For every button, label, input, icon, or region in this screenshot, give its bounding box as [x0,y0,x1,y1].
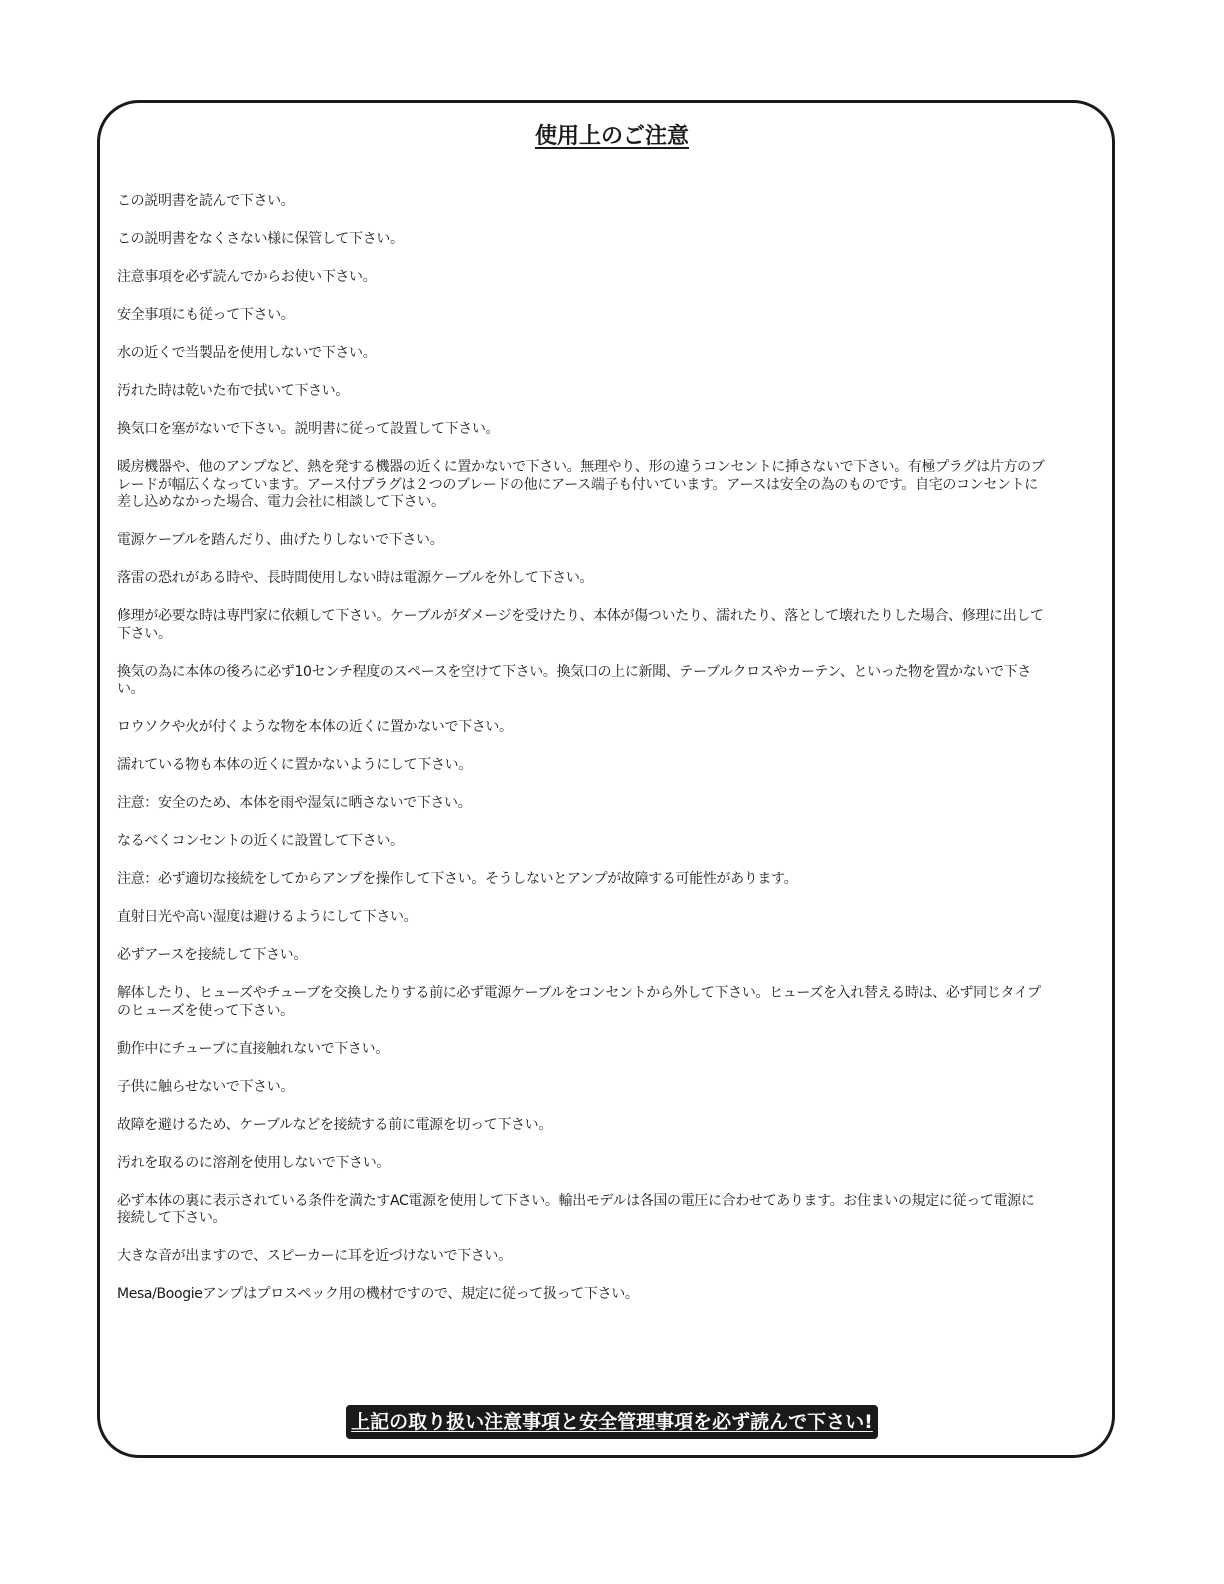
notice-item: 注意：安全のため、本体を雨や湿気に晒さないで下さい。 [117,795,472,811]
notice-item: 電源ケーブルを踏んだり、曲げたりしないで下さい。 [117,532,444,548]
notice-item: 直射日光や高い湿度は避けるようにして下さい。 [117,909,418,925]
notice-item: 水の近くで当製品を使用しないで下さい。 [117,345,377,361]
notice-item: なるべくコンセントの近くに設置して下さい。 [117,833,404,849]
notice-item: 必ずアースを接続して下さい。 [117,947,307,963]
notice-item: 安全事項にも従って下さい。 [117,307,295,323]
notice-item: 大きな音が出ますので、スピーカーに耳を近づけないで下さい。 [117,1248,512,1264]
notice-item: ロウソクや火が付くような物を本体の近くに置かないで下さい。 [117,719,513,735]
notice-item: 注意事項を必ず読んでからお使い下さい。 [117,269,377,285]
notice-item: 子供に触らせないで下さい。 [117,1078,295,1095]
notice-item: この説明書をなくさない様に保管して下さい。 [117,231,404,247]
notice-item: 注意：必ず適切な接続をしてからアンプを操作して下さい。そうしないとアンプが故障する可能性があります。 [117,871,798,887]
notice-item: 汚れを取るのに溶剤を使用しないで下さい。 [117,1154,390,1171]
notice-item: 故障を避けるため、ケーブルなどを接続する前に電源を切って下さい。 [117,1116,552,1133]
page-title-text: 使用上のご注意 [534,124,689,149]
notice-item: 汚れた時は乾いた布で拭いて下さい。 [117,383,350,399]
notice-item: 換気の為に本体の後ろに必ず10センチ程度のスペースを空けて下さい。換気口の上に新聞、テーブルクロスやカーテン、といった物を置かないで下さい。 [117,663,1031,697]
notice-item: 暖房機器や、他のアンプなど、熱を発する機器の近くに置かないで下さい。無理やり、形の違うコンセントに挿さないで下さい。有極プラグは片方のブレードが幅広くなっています。アース付プラグは２つのブレードの他にアース端子も付いています。アースは安全の為のものです。自宅のコンセントに差し込めなかった場合、電力会社に相談して下さい。 [117,459,1045,510]
notice-item: 必ず本体の裏に表示されている条件を満たすAC電源を使用して下さい。輸出モデルは各国の電圧に合わせてあります。お住まいの規定に従って電源に接続して下さい。 [117,1192,1035,1226]
notice-item: 換気口を塞がないで下さい。説明書に従って設置して下さい。 [117,421,500,437]
notice-item: 落雷の恐れがある時や、長時間使用しない時は電源ケーブルを外して下さい。 [117,570,594,586]
notice-item: 濡れている物も本体の近くに置かないようにして下さい。 [117,757,472,773]
notice-item: 動作中にチューブに直接触れないで下さい。 [117,1040,389,1057]
footer-warning-banner: 上記の取り扱い注意事項と安全管理事項を必ず読んで下さい! [346,1405,878,1439]
notice-item: 解体したり、ヒューズやチューブを交換したりする前に必ず電源ケーブルをコンセントから外して下さい。ヒューズを入れ替える時は、必ず同じタイプのヒューズを使って下さい。 [117,985,1041,1019]
safety-notice-list [117,193,1047,1324]
notice-item: Mesa/Boogieアンプはプロスペック用の機材ですので、規定に従って扱って下さい。 [117,1286,639,1302]
notice-item: 修理が必要な時は専門家に依頼して下さい。ケーブルがダメージを受けたり、本体が傷ついたり、濡れたり、落として壊れたりした場合、修理に出して下さい。 [117,608,1044,642]
page-title [0,122,1224,152]
footer-banner-container [0,1405,1224,1439]
notice-item: この説明書を読んで下さい。 [117,193,295,209]
